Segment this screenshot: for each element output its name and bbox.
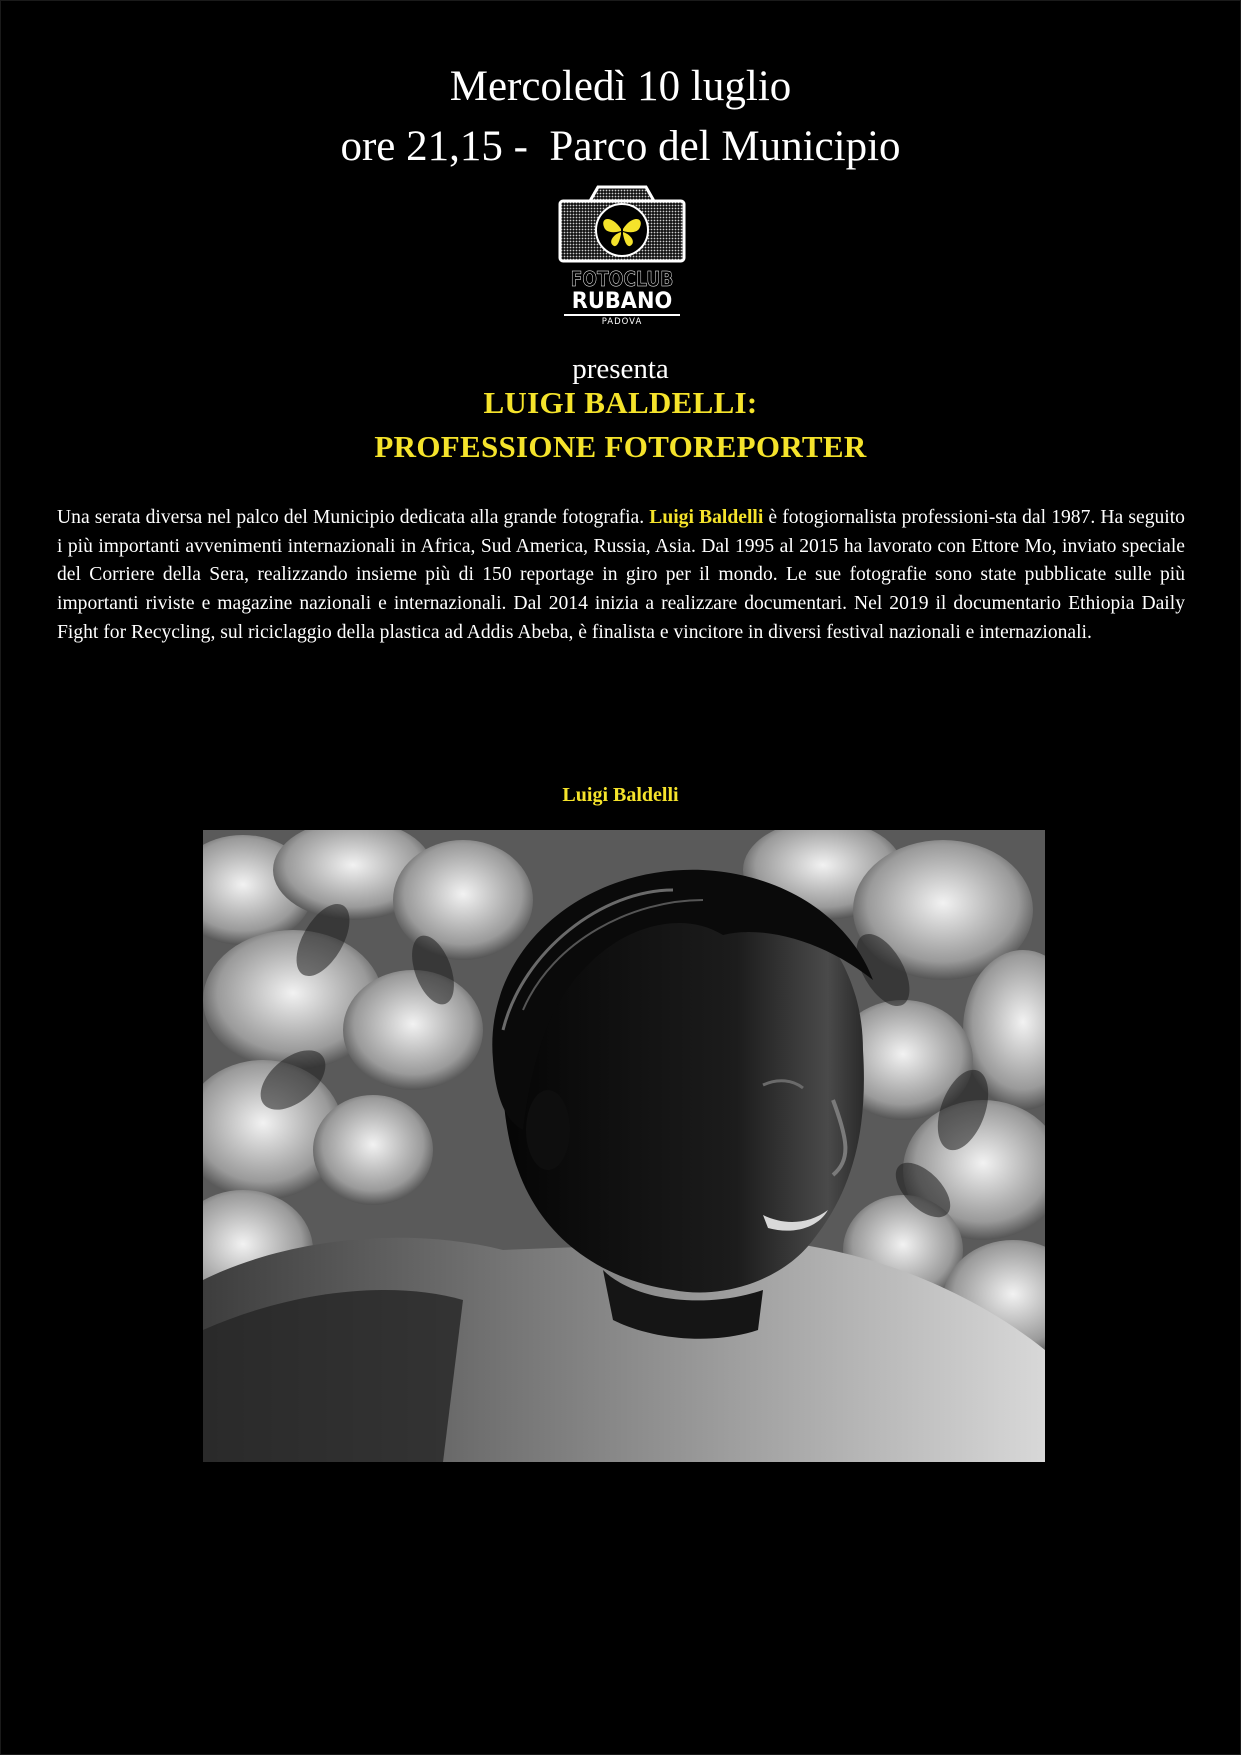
presenta-label: presenta (572, 353, 669, 385)
description-highlight-name: Luigi Baldelli (649, 507, 764, 528)
description-paragraph (57, 504, 1185, 648)
logo-text-fotoclub: FOTOCLUB (570, 267, 674, 291)
event-date: Mercoledì 10 luglio (449, 63, 792, 110)
description-rest: è fotogiornalista professioni-sta dal 1987. Ha seguito i più importanti avvenimenti internazionali in Africa, Sud America, Russia, Asia. Dal 1995 al 2015 ha lavorato con Ettore Mo, inviato speciale del Corriere della Sera, realizzando insieme più di 150 reportage in giro per il mondo. Le sue fotografie sono state pubblicate sulle più importanti riviste e magazine nazionali e internazionali. Dal 2014 inizia a realizzare documentari. Nel 2019 il documentario Ethiopia Daily Fight for Recycling, sul riciclaggio della plastica ad Addis Abeba, è finalista e vincitore in diversi festival nazionali e internazionali. (57, 507, 1185, 643)
description-intro: Una serata diversa nel palco del Municipio dedicata alla grande fotografia. (57, 507, 650, 528)
logo-underline (564, 314, 680, 316)
event-time-place: ore 21,15 - Parco del Municipio (340, 123, 901, 170)
event-title-line1: LUIGI BALDELLI: (483, 385, 758, 420)
portrait-photo (203, 830, 1045, 1462)
logo-text-padova: PADOVA (601, 317, 643, 327)
photo-caption: Luigi Baldelli (562, 784, 679, 806)
logo-text-rubano: RUBANO (571, 289, 673, 314)
fotoclub-logo (554, 183, 690, 333)
camera-butterfly-icon (554, 183, 690, 265)
event-title-line2: PROFESSIONE FOTOREPORTER (374, 429, 867, 464)
